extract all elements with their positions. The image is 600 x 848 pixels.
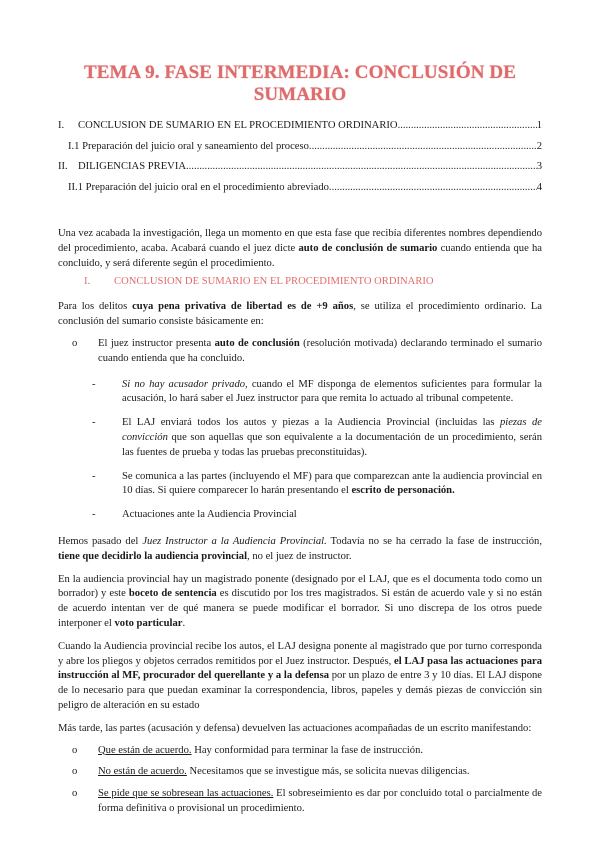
bullet-list [58, 337, 542, 367]
list-item: - El LAJ enviará todos los autos y piezas a la Audiencia Provincial (incluidas las piezas de convicción que son aquellas que son equivalente a la documentación de un procedimiento, serán las fuentes de prueba y todas las pruebas preconstituidas). [58, 416, 542, 460]
list-item: - Se comunica a las partes (incluyendo el MF) para que comparezcan ante la audiencia provincial en 10 días. Si quiere comparecer lo harán presentando el escrito de personación. [58, 470, 542, 500]
toc-entry[interactable] [58, 182, 542, 203]
toc-entry[interactable] [58, 120, 542, 141]
toc-label: II.1 Preparación del juicio oral en el procedimiento abreviado [68, 181, 329, 193]
list-item: o El juez instructor presenta auto de conclusión (resolución motivada) declarando terminado el sumario cuando entienda que ha concluido. [58, 337, 542, 367]
toc-page-number: 2 [536, 140, 542, 152]
toc-page-number: 3 [536, 161, 542, 172]
toc-label: CONCLUSION DE SUMARIO EN EL PROCEDIMIENTO ORDINARIO [78, 120, 398, 131]
list-item: o Que están de acuerdo. Hay conformidad para terminar la fase de instrucción. [58, 744, 542, 759]
toc-leader [186, 161, 537, 172]
paragraph: En la audiencia provincial hay un magistrado ponente (designado por el LAJ, que es el documenta todo como un borrador) y este boceto de sentencia es discutido por los tres magistrados. Si están de acuerdo vale y si no están de acuerdo intentan ver de qué manera se puede modificar el borrador. Si uno discrepa de los otros puede interponer el voto particular. [58, 573, 542, 629]
section-label: CONCLUSION DE SUMARIO EN EL PROCEDIMIENTO ORDINARIO [114, 276, 434, 288]
toc-page-number: 1 [536, 120, 542, 131]
toc-leader [398, 120, 537, 131]
page-title [58, 0, 542, 106]
paragraph: Hemos pasado del Juez Instructor a la Audiencia Provincial. Todavía no se ha cerrado la fase de instrucción, tiene que decidirlo la audiencia provincial, no el juez de instructor. [58, 535, 542, 562]
list-item: - Si no hay acusador privado, cuando el MF disponga de elementos suficientes para formular la acusación, lo hará saber el Juez instructor para que remita lo actuado al tribunal competente. [58, 378, 542, 408]
list-item: o Se pide que se sobresean las actuaciones. El sobreseimiento es dar por concluido total o parcialmente de forma definitiva o provisional un procedimiento. [58, 787, 542, 817]
toc-entry[interactable] [58, 161, 542, 182]
list-item: - Actuaciones ante la Audiencia Provincial [58, 508, 542, 523]
dash-list [58, 378, 542, 523]
bullet-list [58, 744, 542, 817]
toc-label: DILIGENCIAS PREVIA [78, 161, 186, 172]
toc-leader [329, 182, 537, 193]
toc-label: I.1 Preparación del juicio oral y saneamiento del proceso [68, 140, 309, 152]
toc-entry[interactable] [58, 141, 542, 162]
title-line-1: TEMA 9. FASE INTERMEDIA: CONCLUSIÓN DE [83, 62, 517, 83]
list-item: o No están de acuerdo. Necesitamos que se investigue más, se solicita nuevas diligencias. [58, 765, 542, 780]
paragraph: Más tarde, las partes (acusación y defensa) devuelven las actuaciones acompañadas de un escrito manifestando: [58, 722, 532, 734]
table-of-contents [58, 120, 542, 202]
toc-number: I. [58, 120, 65, 131]
title-line-2: SUMARIO [253, 84, 347, 105]
toc-page-number: 4 [536, 181, 542, 193]
toc-number: II. [58, 161, 68, 172]
section-number: I. [84, 276, 91, 288]
paragraph: Para los delitos cuya pena privativa de libertad es de +9 años, se utiliza el procedimiento ordinario. La conclusión del sumario consiste básicamente en: [58, 301, 542, 328]
intro-paragraph: Una vez acabada la investigación, llega un momento en que esta fase que recibía diferentes nombres dependiendo del procedimiento, acaba. Acabará cuando el juez dicte auto de conclusión de sumario cuando entienda que ha concluido, y será diferente según el procedimiento. [58, 228, 542, 269]
toc-leader [309, 141, 537, 152]
section-heading [58, 276, 542, 292]
paragraph: Cuando la Audiencia provincial recibe los autos, el LAJ designa ponente al magistrado que por turno corresponda y abre los pliegos y objetos cerrados remitidos por el Juez instructor. Después, el LAJ pasa las actuaciones para instrucción al MF, procurador del querellante y a la defensa por un plazo de entre 3 y 10 días. El LAJ dispone de lo necesario para que puedan examinar la correspondencia, libros, papeles y demás piezas de convicción sin peligro de alteración en su estado [58, 640, 543, 711]
